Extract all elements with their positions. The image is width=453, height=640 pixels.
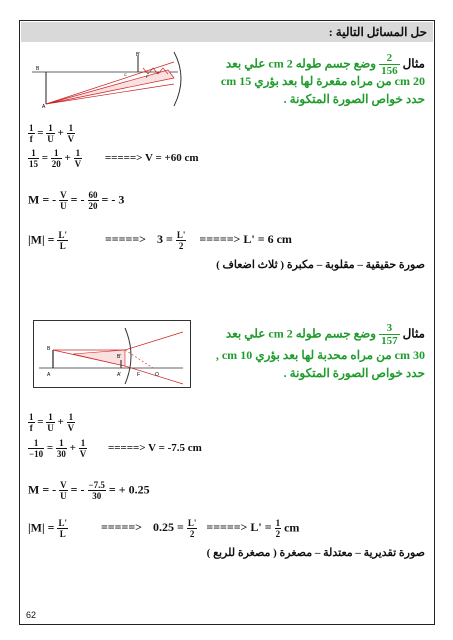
problem1-lens-equation: $\frac{1}{f}$ = $\frac{1}{U}$ + $\frac{1}{V}$ xyxy=(29,123,75,144)
label-b2: B xyxy=(47,346,51,352)
label-o2: O xyxy=(155,372,159,378)
example-label-2: مثال xyxy=(402,326,425,341)
problem1-number-fraction: $\frac{2}{156}$ xyxy=(381,52,398,77)
problem1-v-result: =====> V = +60 cm xyxy=(104,152,199,165)
problem2-number-fraction: $\frac{3}{157}$ xyxy=(381,322,398,347)
label-b-prime: B' xyxy=(136,52,141,58)
problem2-line2: 30 cm من مراه محدبة لها بعد بؤري 10 cm , xyxy=(215,348,425,362)
convex-mirror-diagram xyxy=(33,320,191,388)
label-c: C xyxy=(124,72,127,77)
problem2-lens-equation: $\frac{1}{f}$ = $\frac{1}{U}$ + $\frac{1}{V}$ xyxy=(29,412,75,433)
problem1-substitution: $\frac{1}{15}$ = $\frac{1}{20}$ + $\frac{1}{V}$ =====> V = +60 cm xyxy=(29,148,199,169)
problem1-image-length: |M| = $\frac{L'}{L}$ =====> 3 = $\frac{L'}{2}$ =====> L' = 6 cm xyxy=(28,230,292,251)
label-f: F xyxy=(146,74,149,79)
problem2-line3: حدد خواص الصورة المتكونة . xyxy=(283,366,425,380)
problem2-line1-text: وضع جسم طوله 2 cm علي بعد xyxy=(225,326,377,341)
label-a: A xyxy=(42,104,46,110)
problem2-v-result: =====> V = -7.5 cm xyxy=(107,442,202,455)
problem2-image-length: |M| = $\frac{L'}{L}$ =====> 0.25 = $\frac{L'}{2}$ =====> L' = $\frac{1}{2}$ cm xyxy=(28,518,300,539)
page-number: 62 xyxy=(26,610,37,620)
concave-mirror-diagram xyxy=(28,48,190,110)
example-label: مثال xyxy=(402,56,425,71)
label-a2: A xyxy=(47,372,51,378)
label-a2-prime: A' xyxy=(117,372,122,378)
problem1-line1-text: وضع جسم طوله 2 cm علي بعد xyxy=(225,56,377,71)
section-header: حل المسائل التالية : xyxy=(21,22,433,42)
problem2-substitution: $\frac{1}{-10}$ = $\frac{1}{30}$ + $\frac{1}{V}$ =====> V = -7.5 cm xyxy=(29,438,202,459)
problem1-line2: 20 cm من مراه مقعرة لها بعد بؤري 15 cm xyxy=(220,74,425,88)
label-f2: F xyxy=(137,372,141,378)
problem1-magnification: M = - $\frac{V}{U}$ = - $\frac{60}{20}$ = - 3 xyxy=(28,190,125,211)
label-b2-prime: B' xyxy=(117,354,122,360)
problem1-line3: حدد خواص الصورة المتكونة . xyxy=(283,92,425,106)
problem1-result: صورة حقيقية – مقلوبة – مكبرة ( ثلاث اضعاف ) xyxy=(216,259,425,271)
problem2-line1 xyxy=(226,322,425,347)
label-b: B xyxy=(36,66,40,72)
problem2-magnification: M = - $\frac{V}{U}$ = - $\frac{-7.5}{30}$ = + 0.25 xyxy=(28,480,150,501)
problem2-result: صورة تقديرية – معتدلة – مصغرة ( مصغرة للربع ) xyxy=(206,547,425,559)
